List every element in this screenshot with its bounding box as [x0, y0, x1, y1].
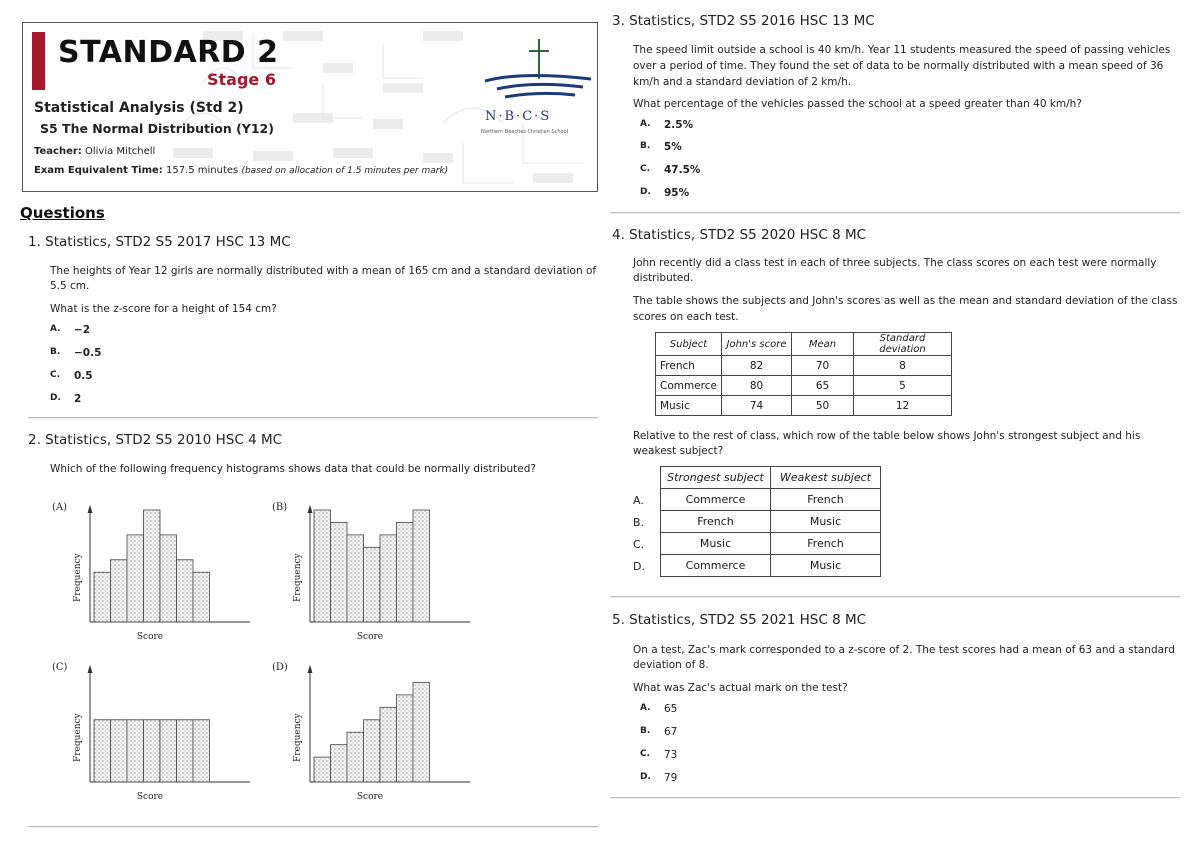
table-row	[656, 396, 952, 416]
q5-title: 5. Statistics, STD2 S5 2021 HSC 8 MC	[612, 612, 867, 628]
table-cell: 74	[722, 396, 792, 416]
histogram-bar	[413, 510, 430, 622]
option-value: 67	[664, 726, 678, 738]
q4-text-line6: weakest subject?	[633, 445, 724, 457]
topic-title: Statistical Analysis (Std 2)	[34, 100, 244, 116]
exam-time-value: 157.5 minutes	[165, 165, 239, 176]
q1-text-line2: 5.5 cm.	[50, 280, 90, 292]
table-header: Mean	[792, 333, 854, 356]
option-label: C.	[640, 749, 651, 759]
q4-text-line2: distributed.	[633, 272, 694, 284]
q3-text-line1: The speed limit outside a school is 40 km/h. Year 11 students measured the speed of passing vehicles	[633, 44, 1171, 56]
table-cell: French	[771, 533, 881, 555]
q4-option-c[interactable]	[661, 533, 881, 555]
histogram-x-label: Score	[356, 792, 384, 802]
q4-option-label: D.	[633, 560, 645, 573]
exam-time-label: Exam Equivalent Time:	[34, 165, 163, 176]
q1-title: 1. Statistics, STD2 S5 2017 HSC 13 MC	[28, 234, 291, 250]
histogram-bar	[380, 535, 397, 622]
q2-text: Which of the following frequency histograms shows data that could be normally distributed?	[50, 463, 536, 475]
histogram-a	[50, 500, 260, 650]
histogram-bar	[347, 732, 364, 782]
table-cell: French	[661, 511, 771, 533]
table-header: Weakest subject	[771, 467, 881, 489]
q4-text-line3: The table shows the subjects and John's scores as well as the mean and standard deviation of the class	[633, 295, 1178, 307]
q4-text-line5: Relative to the rest of class, which row of the table below shows John's strongest subject and his	[633, 430, 1141, 442]
histogram-bar	[94, 720, 111, 782]
histogram-bar	[94, 572, 111, 622]
stage-label: Stage 6	[207, 70, 276, 89]
histogram-bar	[397, 695, 414, 782]
q4-option-a[interactable]	[661, 489, 881, 511]
q2-title: 2. Statistics, STD2 S5 2010 HSC 4 MC	[28, 432, 283, 448]
histogram-x-label: Score	[356, 632, 384, 642]
q3-option-c[interactable]	[640, 164, 700, 176]
q4-option-b[interactable]	[661, 511, 881, 533]
q3-option-a[interactable]	[640, 119, 693, 131]
subtopic-title: S5 The Normal Distribution (Y12)	[40, 121, 274, 136]
histogram-bar	[413, 682, 430, 782]
histogram-bar	[364, 547, 381, 622]
option-value: 47.5%	[664, 164, 701, 176]
histogram-y-label: Frequency	[293, 553, 303, 602]
table-cell: Commerce	[656, 376, 722, 396]
q5-option-c[interactable]	[640, 749, 677, 761]
table-header-row	[661, 467, 881, 489]
table-cell: Music	[771, 555, 881, 577]
table-cell: Music	[771, 511, 881, 533]
q3-option-b[interactable]	[640, 141, 682, 153]
table-cell: 5	[854, 376, 952, 396]
school-logo-text: N·B·C·S	[485, 109, 552, 124]
exam-time-line	[34, 165, 448, 176]
table-cell: French	[771, 489, 881, 511]
histogram-bar	[177, 560, 194, 622]
divider	[610, 797, 1180, 799]
teacher-label: Teacher:	[34, 146, 82, 157]
q3-text-line2: over a period of time. They found the set of data to be normally distributed with a mean speed of 36	[633, 60, 1164, 72]
option-label: A.	[50, 324, 61, 334]
histogram-b	[270, 500, 480, 650]
q5-text-line2: deviation of 8.	[633, 659, 709, 671]
histogram-bar	[397, 522, 414, 622]
histogram-bar	[347, 535, 364, 622]
histogram-bar	[380, 707, 397, 782]
histogram-bar	[331, 522, 348, 622]
teacher-line	[34, 146, 155, 157]
histogram-y-label: Frequency	[73, 553, 83, 602]
option-value: 95%	[664, 187, 690, 199]
q4-option-label: C.	[633, 538, 645, 551]
brand-bar	[32, 32, 45, 90]
histogram-bar	[177, 720, 194, 782]
table-cell: Music	[661, 533, 771, 555]
axis-arrow-icon	[88, 505, 93, 513]
divider	[610, 596, 1180, 598]
questions-heading: Questions	[20, 204, 105, 222]
option-label: D.	[640, 187, 651, 197]
q5-text-line3: What was Zac's actual mark on the test?	[633, 682, 848, 694]
histogram-bar	[193, 572, 210, 622]
exam-time-note: (based on allocation of 1.5 minutes per mark)	[241, 166, 449, 176]
q5-option-a[interactable]	[640, 703, 677, 715]
option-label: B.	[640, 141, 651, 151]
histogram-label: (D)	[272, 662, 288, 673]
histogram-label: (C)	[52, 662, 68, 673]
table-cell: 12	[854, 396, 952, 416]
q4-option-label: A.	[633, 494, 644, 507]
q1-option-d[interactable]	[50, 393, 81, 405]
option-label: A.	[640, 703, 651, 713]
table-cell: Music	[656, 396, 722, 416]
histogram-bar	[160, 535, 177, 622]
table-header: John's score	[722, 333, 792, 356]
histogram-label: (A)	[52, 502, 68, 513]
course-title: STANDARD 2	[58, 35, 279, 70]
table-header: Strongest subject	[661, 467, 771, 489]
q1-text-line3: What is the z-score for a height of 154 cm?	[50, 303, 277, 315]
option-value: 0.5	[74, 370, 93, 382]
histogram-bar	[160, 720, 177, 782]
option-label: B.	[50, 347, 61, 357]
q3-title: 3. Statistics, STD2 S5 2016 HSC 13 MC	[612, 13, 875, 29]
q3-option-d[interactable]	[640, 187, 689, 199]
q5-option-d[interactable]	[640, 772, 677, 784]
q4-scores-table	[655, 332, 952, 416]
option-value: 2.5%	[664, 119, 694, 131]
q4-text-line1: John recently did a class test in each of three subjects. The class scores on each test were normally	[633, 257, 1157, 269]
histogram-label: (B)	[272, 502, 288, 513]
histogram-bar	[364, 720, 381, 782]
histogram-d	[270, 660, 480, 810]
table-row	[656, 376, 952, 396]
q1-option-b[interactable]	[50, 347, 101, 359]
option-label: D.	[640, 772, 651, 782]
option-value: −2	[74, 324, 91, 336]
histogram-bar	[193, 720, 210, 782]
table-cell: Commerce	[661, 555, 771, 577]
option-label: B.	[640, 726, 651, 736]
histogram-y-label: Frequency	[73, 713, 83, 762]
table-row	[656, 356, 952, 376]
option-value: 2	[74, 393, 82, 405]
divider	[28, 826, 598, 828]
histogram-bar	[331, 745, 348, 782]
table-cell: 8	[854, 356, 952, 376]
q3-text-line4: What percentage of the vehicles passed the school at a speed greater than 40 km/h?	[633, 98, 1082, 110]
table-cell: 70	[792, 356, 854, 376]
histogram-bar	[144, 510, 161, 622]
table-cell: French	[656, 356, 722, 376]
q4-options-table	[660, 466, 881, 577]
histogram-bar	[127, 720, 144, 782]
histogram-bar	[111, 560, 128, 622]
table-cell: 82	[722, 356, 792, 376]
axis-arrow-icon	[308, 665, 313, 673]
histogram-x-label: Score	[136, 792, 164, 802]
q3-text-line3: km/h and a standard deviation of 2 km/h.	[633, 76, 852, 88]
q5-option-b[interactable]	[640, 726, 677, 738]
q1-option-a[interactable]	[50, 324, 90, 336]
teacher-name: Olivia Mitchell	[84, 146, 156, 157]
histogram-bar	[314, 757, 331, 782]
option-value: 73	[664, 749, 678, 761]
histogram-bar	[111, 720, 128, 782]
table-cell: 65	[792, 376, 854, 396]
option-label: A.	[640, 119, 651, 129]
option-label: D.	[50, 393, 61, 403]
table-header-row	[656, 333, 952, 356]
histogram-x-label: Score	[136, 632, 164, 642]
histogram-y-label: Frequency	[293, 713, 303, 762]
option-label: C.	[50, 370, 61, 380]
option-label: C.	[640, 164, 651, 174]
table-cell: 50	[792, 396, 854, 416]
table-header: Standard deviation	[854, 333, 952, 356]
q4-option-d[interactable]	[661, 555, 881, 577]
option-value: 65	[664, 703, 678, 715]
axis-arrow-icon	[88, 665, 93, 673]
q1-text-line1: The heights of Year 12 girls are normally distributed with a mean of 165 cm and a standard deviation of	[50, 265, 597, 277]
histogram-bar	[144, 720, 161, 782]
table-cell: 80	[722, 376, 792, 396]
option-value: 5%	[664, 141, 682, 153]
divider	[28, 417, 598, 419]
divider	[610, 212, 1180, 214]
q5-text-line1: On a test, Zac's mark corresponded to a z-score of 2. The test scores had a mean of 63 and a standard	[633, 644, 1175, 656]
q4-title: 4. Statistics, STD2 S5 2020 HSC 8 MC	[612, 227, 867, 243]
school-logo-subtitle: Northern Beaches Christian School	[481, 129, 569, 135]
table-header: Subject	[656, 333, 722, 356]
q4-option-label: B.	[633, 516, 645, 529]
q1-option-c[interactable]	[50, 370, 93, 382]
histogram-bar	[127, 535, 144, 622]
option-value: 79	[664, 772, 678, 784]
histogram-bar	[314, 510, 331, 622]
axis-arrow-icon	[308, 505, 313, 513]
table-cell: Commerce	[661, 489, 771, 511]
histogram-c	[50, 660, 260, 810]
q4-text-line4: scores on each test.	[633, 311, 739, 323]
header-box	[22, 22, 598, 192]
option-value: −0.5	[74, 347, 102, 359]
